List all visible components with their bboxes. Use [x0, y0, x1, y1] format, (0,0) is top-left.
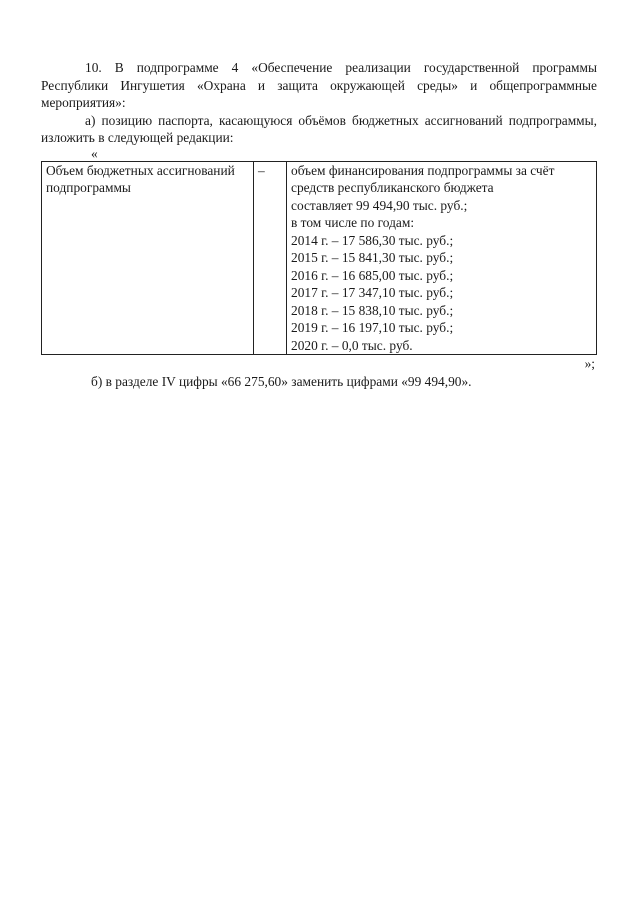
funding-line: составляет 99 494,90 тыс. руб.;: [291, 197, 468, 213]
paragraph-10: 10. В подпрограмме 4 «Обеспечение реализации государственной программы Республики Ингушетия «Охрана и защита окружающей среды» и общепрограммные мероприятия»:: [41, 60, 597, 110]
year-2017-line: 2017 г. – 17 347,10 тыс. руб.;: [291, 285, 454, 300]
closing-quote: »;: [584, 356, 595, 371]
year-2018-line: 2018 г. – 15 838,10 тыс. руб.;: [291, 302, 454, 318]
funding-line: в том числе по годам:: [291, 215, 415, 230]
funding-value-cell: [287, 161, 597, 355]
funding-line: объем финансирования подпрограммы за счёт: [291, 162, 555, 178]
year-2015-line: 2015 г. – 15 841,30 тыс. руб.;: [291, 250, 454, 265]
opening-quote: «: [91, 145, 98, 161]
year-2019-line: 2019 г. – 16 197,10 тыс. руб.;: [291, 320, 454, 335]
passport-table: [41, 161, 597, 356]
table-row: [42, 161, 597, 355]
document-page: [41, 59, 597, 390]
position-name-cell: Объем бюджетных ассигнований подпрограммы: [42, 161, 254, 355]
dash-cell: –: [254, 161, 287, 355]
paragraph-b: б) в разделе IV цифры «66 275,60» заменить цифрами «99 494,90».: [91, 373, 472, 389]
funding-line: средств республиканского бюджета: [291, 180, 494, 195]
year-2014-line: 2014 г. – 17 586,30 тыс. руб.;: [291, 232, 454, 248]
year-2016-line: 2016 г. – 16 685,00 тыс. руб.;: [291, 267, 454, 283]
paragraph-a: а) позицию паспорта, касающуюся объёмов бюджетных ассигнований подпрограммы, изложить в следующей редакции:: [41, 112, 597, 145]
year-2020-line: 2020 г. – 0,0 тыс. руб.: [291, 337, 413, 353]
